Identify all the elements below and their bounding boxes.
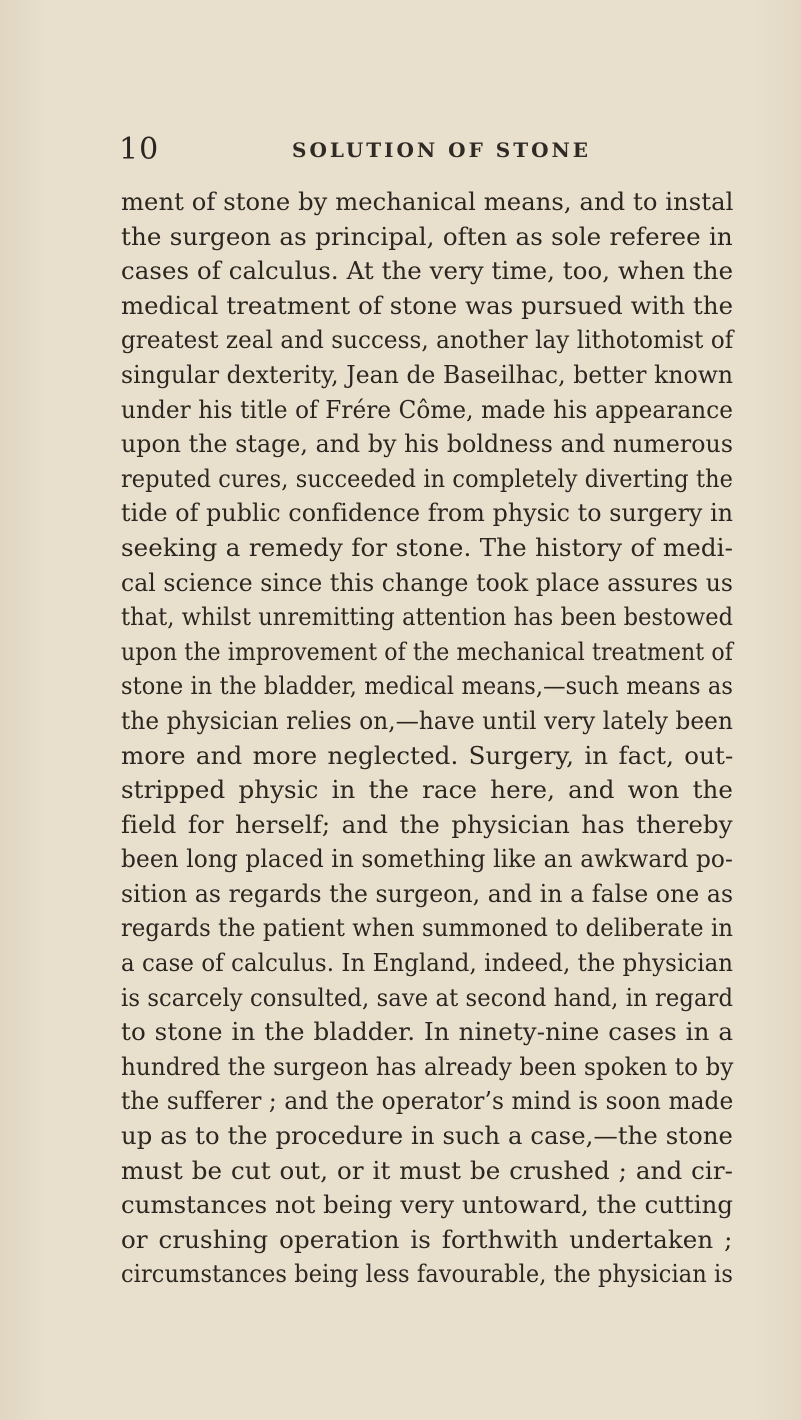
text-line: seeking a remedy for stone. The history of medi- xyxy=(121,532,733,562)
text-line: stone in the bladder, medical means,—such means as xyxy=(121,671,734,701)
text-line: cal science since this change took place assures us xyxy=(121,567,734,597)
text-line: sition as regards the surgeon, and in a false one as xyxy=(121,878,734,908)
text-line: to stone in the bladder. In ninety-nine cases in a xyxy=(121,1017,734,1047)
text-line: the physician relies on,—have until very lately been xyxy=(121,705,733,735)
text-line: or crushing operation is forthwith undertaken ; xyxy=(121,1224,733,1254)
text-line: ment of stone by mechanical means, and to instal xyxy=(121,187,734,216)
text-line: upon the stage, and by his boldness and numerous xyxy=(121,429,734,459)
page-number: 10 xyxy=(119,132,160,167)
text-line: singular dexterity, Jean de Baseilhac, better known xyxy=(121,359,734,389)
text-line: cases of calculus. At the very time, too, when the xyxy=(121,256,734,286)
text-line: greatest zeal and success, another lay lithotomist of xyxy=(121,325,734,355)
text-line: up as to the procedure in such a case,—the stone xyxy=(121,1121,734,1151)
text-line: the sufferer ; and the operator’s mind is soon made xyxy=(121,1086,734,1116)
text-line: circumstances being less favourable, the physician is xyxy=(121,1259,733,1289)
text-line: is scarcely consulted, save at second hand, in regard xyxy=(121,982,734,1012)
text-line: reputed cures, succeeded in completely diverting the xyxy=(121,463,734,493)
text-line: cumstances not being very untoward, the cutting xyxy=(121,1190,734,1220)
text-line: must be cut out, or it must be crushed ; and cir- xyxy=(121,1155,734,1185)
body-text xyxy=(121,185,733,1292)
text-line: been long placed in something like an awkward po- xyxy=(121,844,733,874)
text-line: medical treatment of stone was pursued with the xyxy=(121,290,734,320)
text-line: the surgeon as principal, often as sole referee in xyxy=(121,221,733,251)
text-line: tide of public confidence from physic to surgery in xyxy=(121,498,734,528)
text-line: that, whilst unremitting attention has been bestowed xyxy=(121,602,734,632)
text-line: more and more neglected. Surgery, in fact, out- xyxy=(121,740,734,770)
text-line: a case of calculus. In England, indeed, the physician xyxy=(121,948,734,978)
text-line: upon the improvement of the mechanical treatment of xyxy=(121,636,733,666)
text-line: under his title of Frére Côme, made his appearance xyxy=(121,394,734,424)
page-header xyxy=(119,131,731,169)
text-line: hundred the surgeon has already been spoken to by xyxy=(121,1051,734,1081)
text-line: stripped physic in the race here, and won the xyxy=(121,775,733,805)
running-head: SOLUTION OF STONE xyxy=(292,138,592,162)
text-line: field for herself; and the physician has thereby xyxy=(121,809,733,839)
text-line: regards the patient when summoned to deliberate in xyxy=(121,913,734,943)
